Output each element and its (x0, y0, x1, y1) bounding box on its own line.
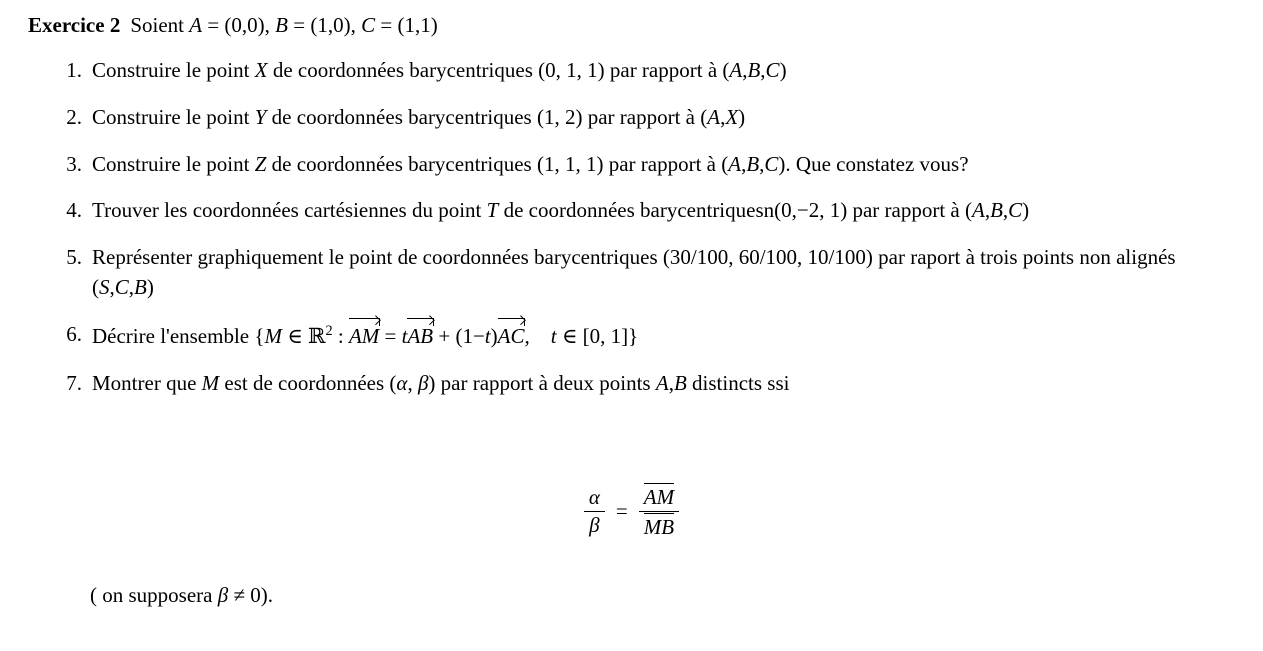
equals-sign: = (615, 499, 628, 524)
item-number: 4. (66, 198, 82, 223)
item-text: Trouver les coordonnées cartésiennes du point T de coordonnées barycentriquesn(0,−2, 1) par rapport à (A,B,C) (92, 198, 1030, 223)
displayed-equation (0, 482, 1263, 541)
list-item (52, 243, 1212, 303)
list-item (52, 56, 1212, 86)
fraction-right (639, 482, 679, 541)
fraction-left-denominator: β (589, 513, 600, 538)
list-item (52, 369, 1212, 399)
item-text: Décrire l'ensemble {M ∈ ℝ$^2$ : AM = tAB + (1−t)AC, t ∈ [0, 1]} (92, 324, 638, 348)
item-number: 1. (66, 58, 82, 82)
item-number: 2. (66, 104, 82, 129)
list-item (52, 320, 1212, 352)
item-number: 3. (66, 151, 82, 176)
item-text: Construire le point Y de coordonnées barycentriques (1, 2) par rapport à (A,X) (92, 104, 746, 129)
exercise-statement: Soient A = (0,0), B = (1,0), C = (1,1) (130, 13, 438, 37)
item-text: Montrer que M est de coordonnées (α, β) par rapport à deux points A,B distincts ssi (92, 370, 790, 395)
list-item (52, 196, 1212, 226)
item-number: 5. (66, 245, 82, 270)
item-text: Représenter graphiquement le point de coordonnées barycentriques (30/100, 60/100, 10/100) par raport à trois points non alignés (S,C,B) (92, 245, 1176, 300)
item-number: 7. (66, 370, 82, 395)
exercise-header (28, 12, 438, 38)
exercise-label: Exercice 2 (28, 13, 121, 37)
exercise-question-list (52, 56, 1212, 416)
list-item (52, 150, 1212, 180)
item-text: Construire le point Z de coordonnées barycentriques (1, 1, 1) par rapport à (A,B,C). Que constatez vous? (92, 151, 969, 176)
item-number: 6. (66, 321, 82, 346)
fraction-left (584, 484, 605, 539)
fraction-right-denominator: MB (643, 515, 675, 540)
fraction-left-numerator: α (588, 485, 600, 509)
closing-note: ( on supposera β ≠ 0). (90, 583, 273, 607)
item-text: Construire le point X de coordonnées barycentriques (0, 1, 1) par rapport à (A,B,C) (92, 58, 787, 82)
list-item (52, 103, 1212, 133)
fraction-right-numerator: AM (643, 485, 675, 509)
